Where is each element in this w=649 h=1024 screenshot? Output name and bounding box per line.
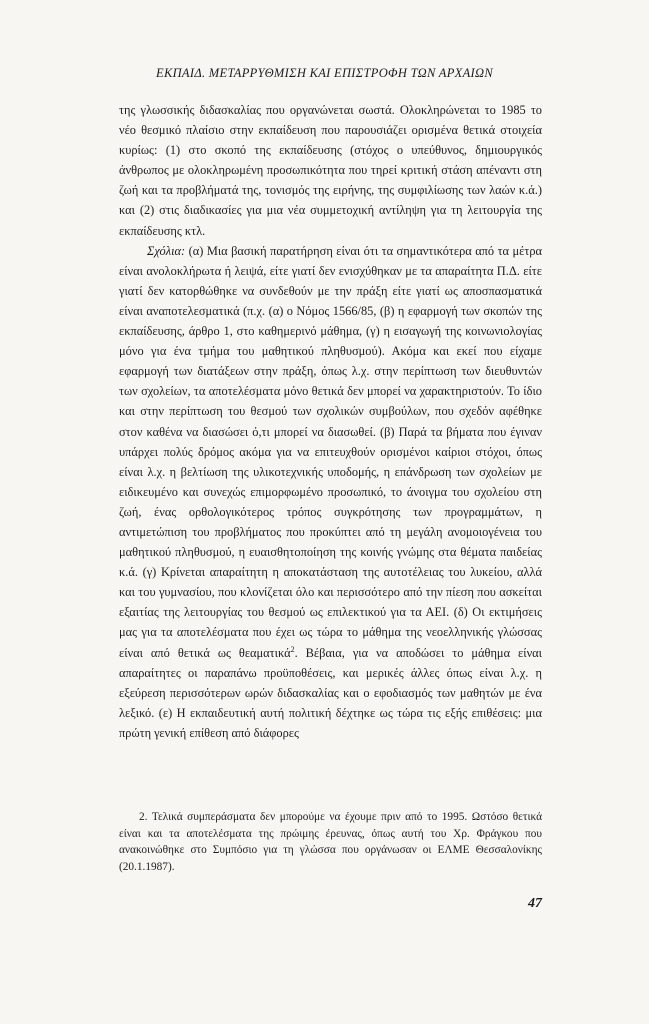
paragraph-2 <box>119 241 542 743</box>
paragraph-2-continuation: . Βέβαια, για να αποδώσει το μάθημα είναι απαραίτητες οι παραπάνω προϋποθέσεις, και μερικές άλλες όπως είναι λ.χ. η εξεύρεση περισσότερων ωρών διδασκαλίας και ο εφοδιασμός των μαθητών με ένα λεξικό. (ε) Η εκπαιδευτική αυτή πολιτική δέχτηκε ως τώρα τις εξής επιθέσεις: μια πρώτη γενική επίθεση από διάφορες <box>119 645 542 740</box>
footnote-reference[interactable]: 2 <box>290 644 295 654</box>
footnote-text: Τελικά συμπεράσματα δεν μπορούμε να έχουμε πριν από το 1995. Ωστόσο θετικά είναι και τα αποτελέσματα της πρώιμης έρευνας, όπως αυτή του Χρ. Φράγκου που ανακοινώθηκε στο Συμπόσιο για τη γλώσσα που οργάνωσαν οι ΕΛΜΕ Θεσσαλονίκης (20.1.1987). <box>119 811 542 873</box>
running-head: ΕΚΠΑΙΔ. ΜΕΤΑΡΡΥΘΜΙΣΗ ΚΑΙ ΕΠΙΣΤΡΟΦΗ ΤΩΝ ΑΡΧΑΙΩΝ <box>156 66 493 80</box>
paragraph-2-text: (α) Μια βασική παρατήρηση είναι ότι τα σημαντικότερα από τα μέτρα είναι ανολοκλήρωτα ή λειψά, είτε γιατί δεν ενισχύθηκαν με τα απαραίτητα Π.Δ. είτε γιατί δεν κατορθώθηκε να συνδεθούν με την πράξη είτε γιατί ως αποσπασματικά είναι αναποτελεσματικά (π.χ. (α) ο Νόμος 1566/85, (β) η εφαρμογή των σκοπών της εκπαίδευσης, άρθρο 1, στο καθημερινό μάθημα, (γ) η εισαγωγή της κοινωνιολογίας μόνο για ένα τμήμα του μαθητικού πληθυσμού). Ακόμα και εκεί που είχαμε εφαρμογή των διατάξεων στην πράξη, όπως λ.χ. στην περίπτωση των διευθυντών των σχολείων, τα αποτελέσματα μόνο θετικά δεν μπορεί να χαρακτηριστούν. Το ίδιο και στην περίπτωση του θεσμού των σχολικών συμβούλων, που σχεδόν αφέθηκε στον καθένα να διασώσει ό,τι μπορεί να διασωθεί. (β) Παρά τα βήματα που έγιναν υπάρχει πολύς δρόμος ακόμα για να επιτευχθούν ορισμένοι καίριοι στόχοι, όπως είναι λ.χ. η βελτίωση της υλικοτεχνικής υποδομής, η επάνδρωση των σχολείων με ειδικευμένο και συνεχώς επιμορφωμένο προσωπικό, το άνοιγμα του σχολείου στη ζωή, ένας ορθολογικότερος τρόπος συγκρότησης των προγραμμάτων, η αντιμετώπιση του προβλήματος που προκύπτει από τη μεγάλη ανομοιογένεια του μαθητικού πληθυσμού, η ευαισθητοποίηση της κοινής γνώμης στα θέματα παιδείας κ.ά. (γ) Κρίνεται απαραίτητη η αποκατάσταση της αυτοτέλειας του λυκείου, αλλά και του γυμνασίου, που κλονίζεται όλο και περισσότερο από την πίεση που ασκείται εξαιτίας της λειτουργίας του θεσμού ως επιλεκτικού για τα ΑΕΙ. (δ) Οι εκτιμήσεις μας για τα αποτελέσματα που έχει ως τώρα το μάθημα της νεοελληνικής γλώσσας είναι από θετικά ως θεαματικά <box>119 243 542 660</box>
footnote <box>119 809 542 875</box>
paragraph-1: της γλωσσικής διδασκαλίας που οργανώνεται σωστά. Ολοκληρώνεται το 1985 το νέο θεσμικό πλαίσιο στην εκπαίδευση που παρουσιάζει ορισμένα θετικά στοιχεία κυρίως: (1) στο σκοπό της εκπαίδευσης (στόχος ο υπεύθυνος, δημιουργικός άνθρωπος με ολοκληρωμένη προσωπικότητα που τηρεί κριτική στάση απέναντι στη ζωή και τα προβλήματά της, τονισμός της ειρήνης, της συμφιλίωσης των λαών κ.ά.) και (2) στις διαδικασίες για μια νέα συμμετοχική αντίληψη για τη λειτουργία της εκπαίδευσης κτλ. <box>119 103 542 238</box>
footnote-number: 2. <box>139 811 148 823</box>
comments-lead: Σχόλια: <box>147 243 186 258</box>
page-number: 47 <box>528 896 542 911</box>
body-text <box>119 100 542 743</box>
